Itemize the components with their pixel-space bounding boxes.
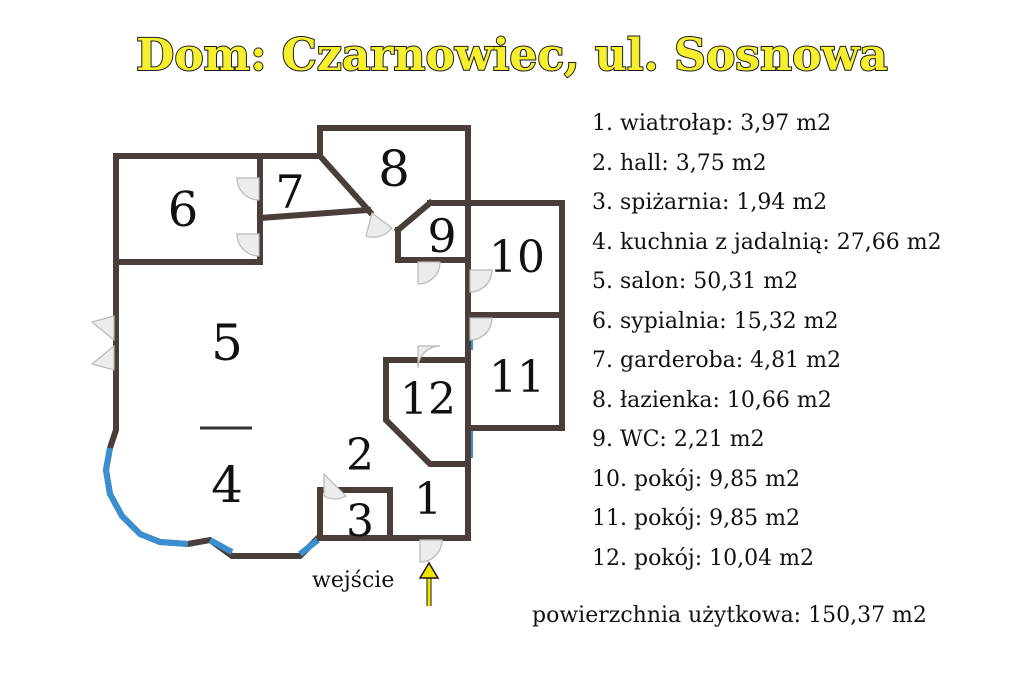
room-label-11: 11	[489, 352, 545, 403]
entrance-arrow-icon	[420, 563, 438, 606]
door-swing-icon	[92, 316, 114, 340]
legend-item: 12. pokój: 10,04 m2	[592, 545, 814, 571]
legend-item: 5. salon: 50,31 m2	[592, 269, 799, 294]
legend-item: 9. WC: 2,21 m2	[592, 427, 765, 452]
room-label-6: 6	[167, 182, 199, 238]
legend-item: 7. garderoba: 4,81 m2	[592, 348, 842, 373]
legend-item: 10. pokój: 9,85 m2	[592, 466, 800, 492]
door-swing-icon	[237, 234, 259, 256]
room-legend	[592, 104, 1012, 578]
room-label-3: 3	[346, 496, 374, 547]
door-swing-icon	[420, 540, 442, 562]
door-swing-icon	[470, 318, 492, 340]
door-swing-icon	[366, 213, 392, 237]
legend-item: 6. sypialnia: 15,32 m2	[592, 308, 839, 334]
legend-item: 3. spiżarnia: 1,94 m2	[592, 190, 828, 215]
wall-8-left	[320, 156, 370, 212]
room-label-7: 7	[275, 165, 305, 219]
entrance-label: wejście	[312, 568, 395, 593]
wall-8-bottom	[398, 203, 430, 230]
legend-item: 2. hall: 3,75 m2	[592, 150, 767, 176]
room-label-10: 10	[489, 232, 545, 283]
bay-window-3	[300, 540, 318, 554]
legend-item: 11. pokój: 9,85 m2	[592, 506, 800, 531]
room-label-9: 9	[427, 209, 457, 263]
legend-item: 1. wiatrołap: 3,97 m2	[592, 111, 832, 136]
room-label-4: 4	[211, 456, 243, 514]
page-title: Dom: Czarnowiec, ul. Sosnowa	[136, 30, 888, 81]
door-swing-icon	[418, 262, 440, 284]
legend-item: 4. kuchnia z jadalnią: 27,66 m2	[592, 229, 942, 255]
room-label-1: 1	[414, 474, 442, 525]
room-label-2: 2	[346, 430, 374, 481]
door-swing-icon	[92, 346, 114, 370]
legend-item: 8. łazienka: 10,66 m2	[592, 387, 832, 413]
room-label-8: 8	[378, 140, 410, 198]
door-swing-icon	[237, 178, 259, 200]
bay-window	[106, 448, 188, 544]
door-swing-icon	[324, 474, 346, 499]
total-area: powierzchnia użytkowa: 150,37 m2	[532, 603, 927, 628]
room-label-5: 5	[211, 314, 243, 372]
room-label-12: 12	[400, 374, 456, 425]
